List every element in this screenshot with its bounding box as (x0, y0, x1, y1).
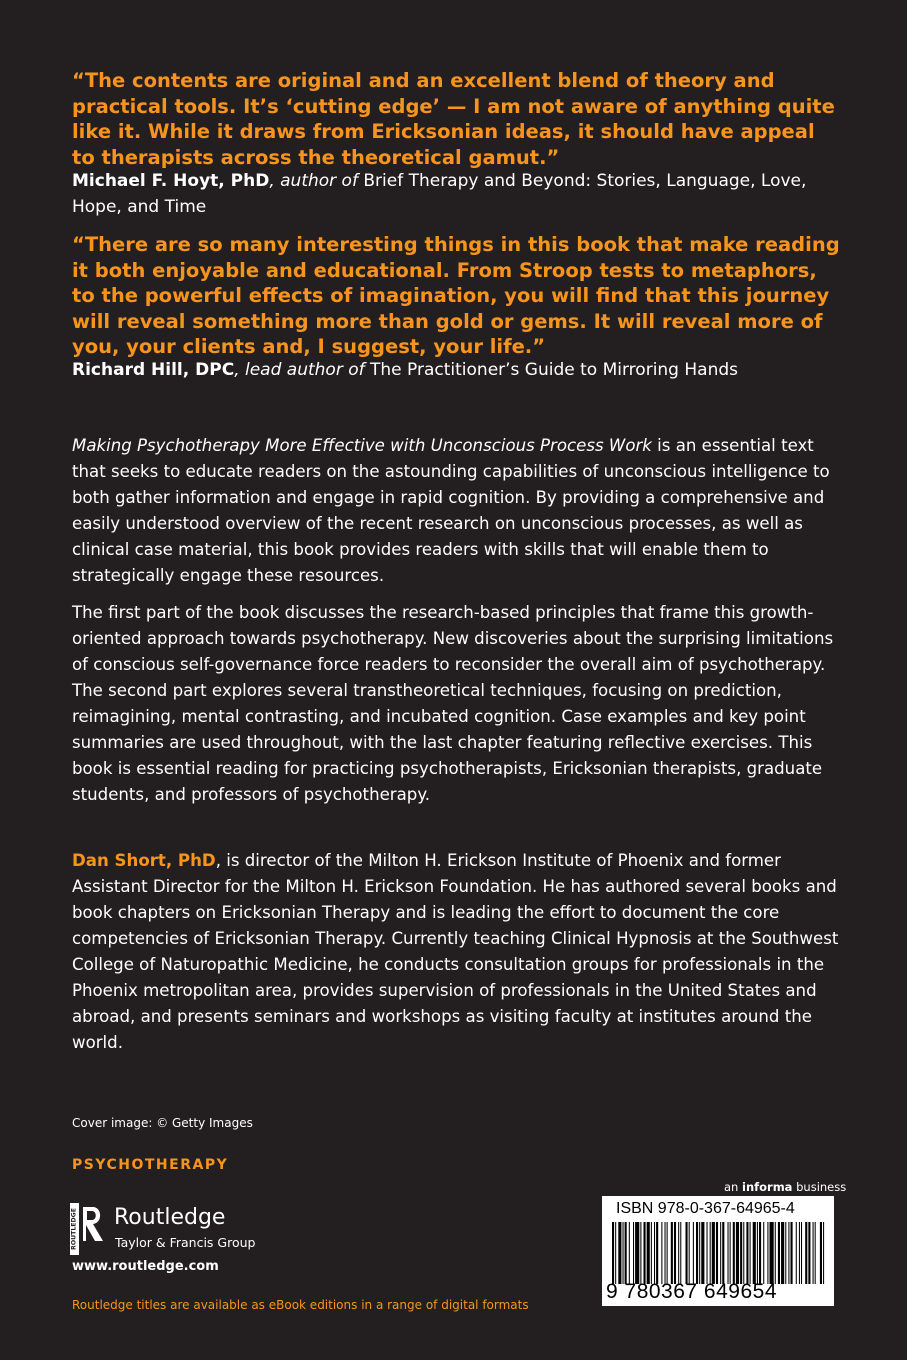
barcode-bar (612, 1222, 614, 1284)
reviewer-work-2: The Practitioner’s Guide to Mirroring Hands (364, 360, 739, 380)
barcode-bar (701, 1222, 704, 1284)
author-bio-text: , is director of the Milton H. Erickson Institute of Phoenix and former Assistant Director for the Milton H. Erickson Foundation. He has authored several books and book chapters on Ericksonian Therapy and is leading the effort to document the core competencies of Ericksonian Therapy. Currently teaching Clinical Hypnosis at the Southwest College of Naturopathic Medicine, he conducts consultation groups for professionals in the Phoenix metropolitan area, provides supervision of professionals in the United States and abroad, and presents seminars and workshops as visiting faculty at institutes around the world. (72, 851, 839, 1052)
publisher-group: Taylor & Francis Group (115, 1235, 256, 1250)
barcode-bar (785, 1222, 786, 1284)
barcode-bar (693, 1222, 694, 1284)
barcode-bar (661, 1222, 662, 1284)
barcode-bar (722, 1222, 724, 1284)
barcode-bar (647, 1222, 650, 1284)
barcode-bar (720, 1222, 721, 1284)
barcode-bar (696, 1222, 698, 1284)
reviewer-name-2: Richard Hill, DPC (72, 360, 235, 380)
barcode-digits: 9 780367 649654 (606, 1280, 777, 1303)
informa-tagline (724, 1180, 846, 1194)
barcode-bar (781, 1222, 784, 1284)
barcode-bar (665, 1222, 666, 1284)
routledge-logo-icon (70, 1203, 108, 1255)
cover-image-credit: Cover image: © Getty Images (72, 1116, 253, 1130)
author-bio (72, 848, 847, 1056)
barcode-bar (707, 1222, 708, 1284)
barcode-bar (730, 1222, 731, 1284)
book-title: Making Psychotherapy More Effective with Unconscious Process Work (72, 436, 652, 455)
barcode-bar (823, 1222, 824, 1284)
barcode-bar (775, 1222, 776, 1284)
barcode-bar (778, 1222, 780, 1284)
barcode-bar (815, 1222, 816, 1284)
logo-vertical-letters: ROUTLEDGE (70, 1208, 78, 1250)
barcode-bar (686, 1222, 688, 1284)
barcode-bar (746, 1222, 748, 1284)
barcode-bar (680, 1222, 681, 1284)
reviewer-role-1: , author of (269, 171, 358, 191)
barcode-bar (644, 1222, 646, 1284)
barcode-bar (791, 1222, 793, 1284)
barcode-bar (801, 1222, 802, 1284)
barcode-bar (651, 1222, 652, 1284)
barcode-bar (740, 1222, 742, 1284)
barcode-bar (656, 1222, 658, 1284)
barcode-bar (625, 1222, 627, 1284)
author-name: Dan Short, PhD (72, 851, 216, 870)
informa-prefix: an (724, 1180, 742, 1194)
barcode-bar (770, 1222, 774, 1284)
barcode-bar (678, 1222, 679, 1284)
publisher-name: Routledge (114, 1205, 226, 1230)
barcode-bar (623, 1222, 624, 1284)
subject-category: PSYCHOTHERAPY (72, 1157, 229, 1173)
review-quote-2: “There are so many interesting things in this book that make reading it both enjoyable and educational. From Stroop tests to metaphors, to the powerful effects of imagination, you will find that this journey will reveal something more than gold or gems. It will reveal more of you, your clients and, I suggest, your life.” (72, 233, 840, 358)
description-paragraph-1-text: is an essential text that seeks to educate readers on the astounding capabilities of unconscious intelligence to both gather information and engage in rapid cognition. By providing a comprehensive and easily understood overview of the recent research on unconscious processes, as well as clinical case material, this book provides readers with skills that will enable them to strategically engage these resources. (72, 436, 830, 585)
reviewer-name-1: Michael F. Hoyt, PhD (72, 171, 270, 191)
review-quote-1: “The contents are original and an excellent blend of theory and practical tools. It’s ‘cutting edge’ — I am not aware of anything quite like it. While it draws from Ericksonian ideas, it should have appeal to therapists across the theoretical gamut.” (72, 69, 835, 169)
barcode-bar (788, 1222, 789, 1284)
barcode-bar (689, 1222, 690, 1284)
barcode-bar (667, 1222, 668, 1284)
barcode-bar (635, 1222, 639, 1284)
ebook-note: Routledge titles are available as eBook editions in a range of digital formats (72, 1298, 529, 1312)
barcode-bar (615, 1222, 616, 1284)
barcode-bar (633, 1222, 634, 1284)
description-paragraph-1 (72, 433, 847, 589)
reviewer-role-2: , lead author of (234, 360, 365, 380)
barcode-bar (736, 1222, 739, 1284)
barcode-bar (728, 1222, 729, 1284)
reviewer-work-1: Brief Therapy and Beyond: Stories, Language, Love, Hope, and Time (72, 171, 807, 217)
barcode-bar (805, 1222, 807, 1284)
informa-brand: informa (742, 1180, 793, 1194)
barcode-bars (608, 1222, 828, 1284)
description-paragraph-2: The first part of the book discusses the research-based principles that frame this growth-oriented approach towards psychotherapy. New discoveries about the surprising limitations of conscious self-governance force readers to reconsider the overall aim of psychotherapy. The second part explores several transtheoretical techniques, focusing on prediction, reimagining, mental contrasting, and incubated cognition. Case examples and key point summaries are used throughout, with the last chapter featuring reflective exercises. This book is essential reading for practicing psychotherapists, Ericksonian therapists, graduate students, and professors of psychotherapy. (72, 603, 834, 804)
barcode-bar (813, 1222, 814, 1284)
barcode-bar (671, 1222, 673, 1284)
barcode-panel (602, 1196, 834, 1306)
barcode-bar (733, 1222, 735, 1284)
barcode-bar (796, 1222, 797, 1284)
informa-suffix: business (792, 1180, 847, 1194)
isbn-label: ISBN 978-0-367-64965-4 (616, 1200, 795, 1217)
barcode-bar (759, 1222, 761, 1284)
barcode-bar (767, 1222, 768, 1284)
barcode-bar (699, 1222, 700, 1284)
barcode-bar (618, 1222, 621, 1284)
barcode-bar (629, 1222, 630, 1284)
barcode-bar (808, 1222, 810, 1284)
barcode-bar (654, 1222, 655, 1284)
barcode-bar (743, 1222, 744, 1284)
barcode-bar (753, 1222, 756, 1284)
barcode-bar (674, 1222, 676, 1284)
barcode-bar (757, 1222, 758, 1284)
barcode-bar (716, 1222, 718, 1284)
barcode-bar (763, 1222, 764, 1284)
barcode-bar (820, 1222, 822, 1284)
review-attribution-1 (72, 169, 842, 220)
barcode-bar (750, 1222, 751, 1284)
routledge-logo (70, 1203, 260, 1255)
barcode-bar (712, 1222, 715, 1284)
publisher-url[interactable]: www.routledge.com (72, 1259, 219, 1274)
barcode-bar (799, 1222, 800, 1284)
barcode-bar (640, 1222, 641, 1284)
barcode-bar (710, 1222, 711, 1284)
review-attribution-2 (72, 358, 842, 384)
